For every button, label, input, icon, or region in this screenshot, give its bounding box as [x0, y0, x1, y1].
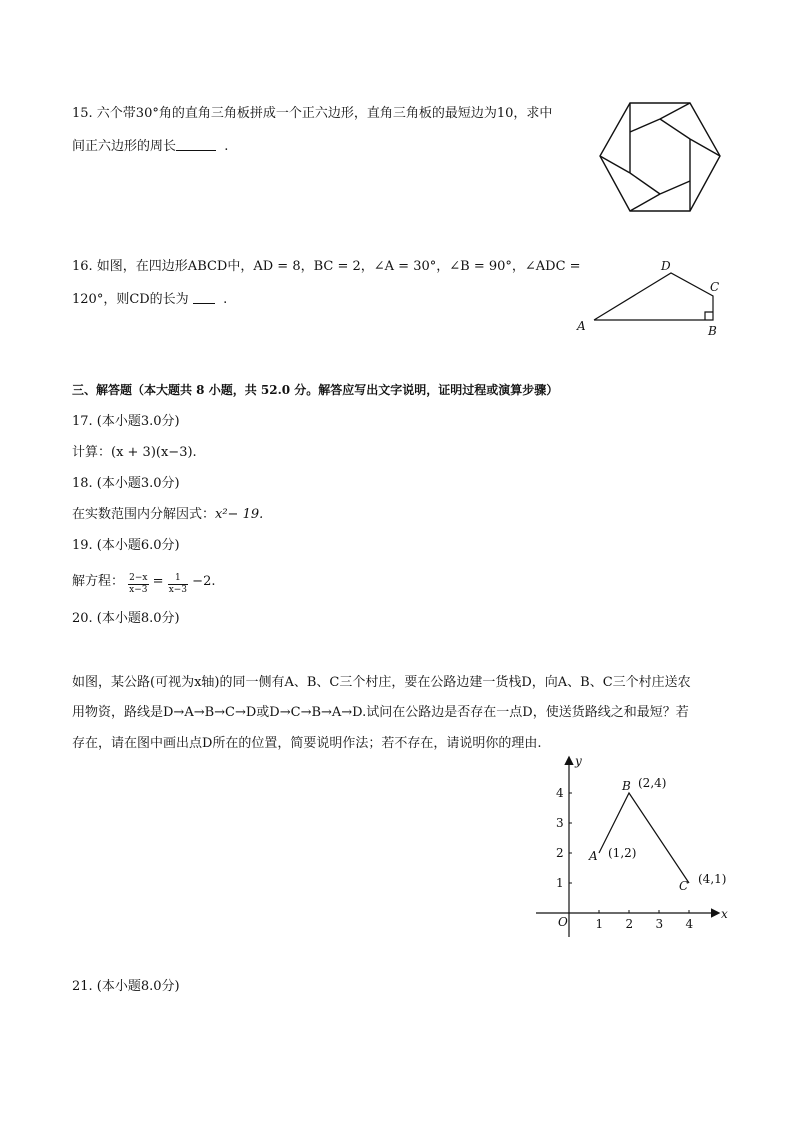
q21-header: 21. (本小题8.0分) [72, 979, 180, 994]
q15-line2-end: . [224, 139, 229, 154]
x-axis-label: x [721, 907, 728, 921]
q20-line3: 存在，请在图中画出点D所在的位置，简要说明作法；若不存在，请说明你的理由. [72, 736, 542, 751]
section-heading: 三、解答题（本大题共 8 小题，共 52.0 分。解答应写出文字说明，证明过程或演算步骤） [72, 383, 559, 397]
y-tick-label: 1 [556, 876, 564, 890]
origin-label: O [558, 915, 568, 929]
label-c: C [710, 280, 720, 294]
hex-segment [630, 194, 660, 211]
q15-line1: 15. 六个带30°角的直角三角板拼成一个正六边形，直角三角板的最短边为10，求中 [72, 106, 553, 121]
path-a-b-c [599, 793, 689, 883]
hexagon-figure [596, 97, 724, 219]
q20-line1: 如图，某公路(可视为x轴)的同一侧有A、B、C三个村庄，要在公路边建一货栈D，向A、B、C三个村庄送农 [72, 675, 691, 690]
q15-line2-text: 间正六边形的周长 [72, 139, 177, 154]
q20-line2: 用物资，路线是D→A→B→C→D或D→C→B→A→D.试问在公路边是否存在一点D，使送货路线之和最短？若 [72, 705, 689, 720]
q20-header: 20. (本小题8.0分) [72, 611, 180, 626]
point-coord-b: (2,4) [638, 776, 667, 790]
x-tick-label: 4 [685, 917, 694, 931]
hex-segment [630, 173, 660, 194]
hex-segment [660, 181, 690, 194]
q19-fraction-1 [128, 573, 148, 596]
q18-body-text: 在实数范围内分解因式： [72, 507, 216, 522]
point-label-c: C [679, 879, 689, 893]
q19-tail: −2. [192, 574, 216, 589]
label-b: B [708, 324, 717, 338]
q19-body-text: 解方程： [72, 574, 125, 589]
quadrilateral-figure [574, 256, 724, 340]
point-label-b: B [622, 779, 631, 793]
point-coord-c: (4,1) [698, 872, 727, 886]
q16-line2-end: . [223, 292, 228, 307]
q18-body [72, 508, 263, 521]
quadrilateral-abcd [594, 273, 713, 320]
q16-line2 [72, 291, 227, 306]
hex-segment [660, 119, 690, 139]
x-tick-label: 3 [655, 917, 664, 931]
point-coord-a: (1,2) [608, 846, 637, 860]
coordinate-graph [530, 752, 730, 944]
q19-fraction-2-numerator: 1 [168, 573, 188, 585]
q17-body: 计算：(x + 3)(x−3). [72, 445, 197, 460]
q19-fraction-1-numerator: 2−x [129, 573, 148, 583]
q18-header: 18. (本小题3.0分) [72, 476, 180, 491]
q19-fraction-2 [168, 573, 188, 596]
y-axis-label: y [575, 754, 582, 768]
hex-segment [630, 119, 660, 132]
label-a: A [577, 319, 586, 333]
q18-expression: x²− 19. [215, 507, 264, 522]
hex-segment [660, 103, 690, 119]
q16-line1: 16. 如图，在四边形ABCD中，AD = 8，BC = 2，∠A = 30°，∠B = 90°，∠ADC = [72, 259, 581, 274]
q19-fraction-2-denominator: x−3 [168, 585, 188, 595]
label-d: D [661, 259, 671, 273]
q15-answer-blank[interactable] [176, 138, 216, 151]
q19-fraction-1-denominator: x−3 [129, 585, 148, 595]
q19-equals: = [152, 574, 164, 589]
x-tick-label: 1 [595, 917, 604, 931]
q17-header: 17. (本小题3.0分) [72, 414, 180, 429]
q16-line2-text: 120°，则CD的长为 [72, 292, 189, 307]
y-tick-label: 4 [556, 786, 564, 800]
q15-line2 [72, 138, 228, 153]
y-tick-label: 3 [556, 816, 564, 830]
y-tick-label: 2 [556, 846, 564, 860]
q19-body [72, 573, 215, 596]
q19-header: 19. (本小题6.0分) [72, 538, 180, 553]
right-angle-mark [705, 312, 713, 320]
point-label-a: A [589, 849, 598, 863]
x-tick-label: 2 [625, 917, 634, 931]
q16-answer-blank[interactable] [193, 291, 215, 304]
